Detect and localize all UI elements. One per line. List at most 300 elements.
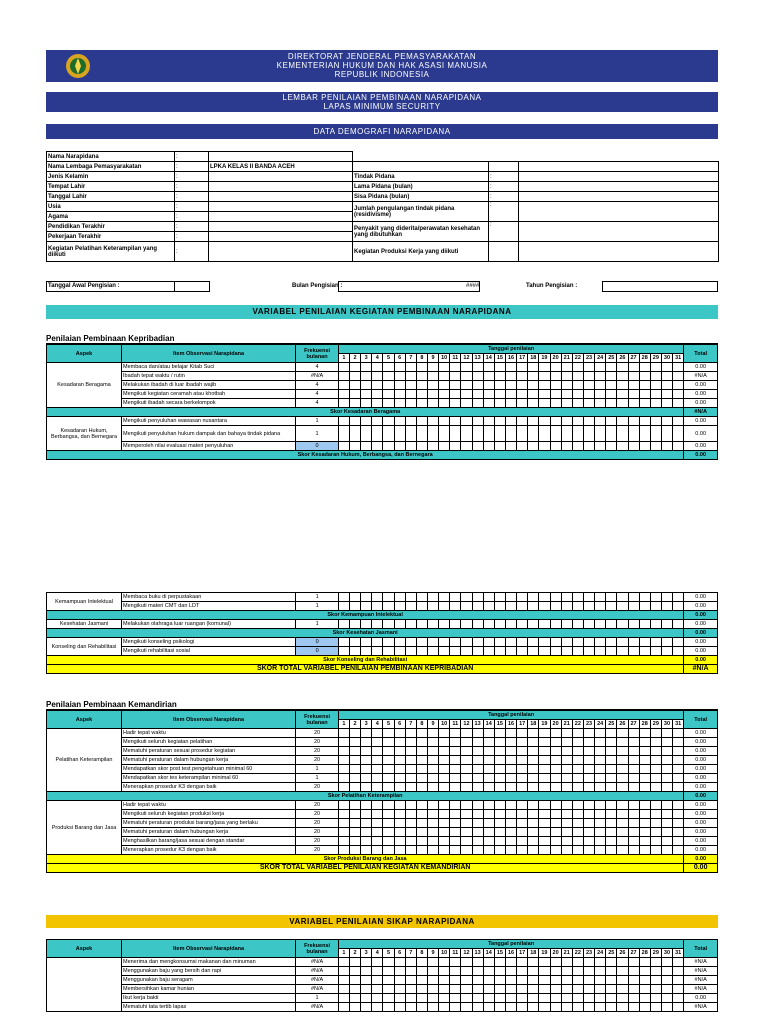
score-cell[interactable] — [673, 801, 684, 810]
score-cell[interactable] — [439, 620, 450, 629]
score-cell[interactable] — [405, 390, 416, 399]
score-cell[interactable] — [494, 985, 505, 994]
score-cell[interactable] — [595, 828, 606, 837]
score-cell[interactable] — [383, 967, 394, 976]
score-cell[interactable] — [361, 602, 372, 611]
score-cell[interactable] — [617, 593, 628, 602]
score-cell[interactable] — [561, 828, 572, 837]
score-cell[interactable] — [539, 819, 550, 828]
score-cell[interactable] — [505, 774, 516, 783]
score-cell[interactable] — [517, 442, 528, 451]
score-cell[interactable] — [483, 372, 494, 381]
score-cell[interactable] — [450, 426, 461, 442]
score-cell[interactable] — [350, 593, 361, 602]
score-cell[interactable] — [650, 801, 661, 810]
score-cell[interactable] — [517, 381, 528, 390]
score-cell[interactable] — [494, 381, 505, 390]
score-cell[interactable] — [550, 837, 561, 846]
score-cell[interactable] — [617, 647, 628, 656]
score-cell[interactable] — [461, 976, 472, 985]
score-cell[interactable] — [550, 426, 561, 442]
score-cell[interactable] — [595, 738, 606, 747]
score-cell[interactable] — [439, 593, 450, 602]
score-cell[interactable] — [416, 801, 427, 810]
score-cell[interactable] — [472, 846, 483, 855]
score-cell[interactable] — [628, 372, 639, 381]
score-cell[interactable] — [472, 819, 483, 828]
score-cell[interactable] — [539, 967, 550, 976]
score-cell[interactable] — [505, 442, 516, 451]
score-cell[interactable] — [439, 738, 450, 747]
score-cell[interactable] — [572, 846, 583, 855]
score-cell[interactable] — [572, 774, 583, 783]
score-cell[interactable] — [628, 783, 639, 792]
score-cell[interactable] — [673, 774, 684, 783]
score-cell[interactable] — [338, 828, 349, 837]
score-cell[interactable] — [450, 738, 461, 747]
score-cell[interactable] — [349, 967, 360, 976]
score-cell[interactable] — [439, 1003, 450, 1012]
score-cell[interactable] — [650, 747, 661, 756]
score-cell[interactable] — [517, 828, 528, 837]
score-cell[interactable] — [617, 976, 628, 985]
score-cell[interactable] — [539, 442, 550, 451]
score-cell[interactable] — [338, 774, 349, 783]
score-cell[interactable] — [383, 381, 394, 390]
score-cell[interactable] — [394, 729, 405, 738]
score-cell[interactable] — [595, 994, 606, 1003]
score-cell[interactable] — [427, 819, 438, 828]
score-cell[interactable] — [494, 828, 505, 837]
score-cell[interactable] — [494, 363, 505, 372]
score-cell[interactable] — [350, 647, 361, 656]
score-cell[interactable] — [494, 774, 505, 783]
score-cell[interactable] — [595, 381, 606, 390]
score-cell[interactable] — [461, 390, 472, 399]
score-cell[interactable] — [661, 372, 672, 381]
score-cell[interactable] — [617, 442, 628, 451]
score-cell[interactable] — [639, 976, 650, 985]
score-cell[interactable] — [628, 738, 639, 747]
score-cell[interactable] — [361, 837, 372, 846]
score-cell[interactable] — [673, 363, 684, 372]
score-cell[interactable] — [416, 602, 427, 611]
score-cell[interactable] — [650, 381, 661, 390]
score-cell[interactable] — [505, 747, 516, 756]
score-cell[interactable] — [517, 801, 528, 810]
score-cell[interactable] — [528, 967, 539, 976]
score-cell[interactable] — [505, 765, 516, 774]
score-cell[interactable] — [349, 417, 360, 426]
score-cell[interactable] — [427, 417, 438, 426]
score-cell[interactable] — [372, 837, 383, 846]
score-cell[interactable] — [572, 958, 583, 967]
score-cell[interactable] — [583, 747, 594, 756]
score-cell[interactable] — [650, 765, 661, 774]
score-cell[interactable] — [450, 1003, 461, 1012]
score-cell[interactable] — [539, 372, 550, 381]
score-cell[interactable] — [483, 958, 494, 967]
score-cell[interactable] — [639, 363, 650, 372]
score-cell[interactable] — [405, 602, 416, 611]
score-cell[interactable] — [394, 363, 405, 372]
score-cell[interactable] — [617, 756, 628, 765]
score-cell[interactable] — [338, 810, 349, 819]
score-cell[interactable] — [539, 620, 550, 629]
score-cell[interactable] — [372, 994, 383, 1003]
score-cell[interactable] — [405, 774, 416, 783]
score-cell[interactable] — [416, 399, 427, 408]
score-cell[interactable] — [539, 602, 550, 611]
score-cell[interactable] — [673, 417, 684, 426]
score-cell[interactable] — [606, 1003, 617, 1012]
score-cell[interactable] — [394, 372, 405, 381]
field-residivisme[interactable] — [519, 202, 719, 222]
score-cell[interactable] — [561, 819, 572, 828]
score-cell[interactable] — [416, 738, 427, 747]
score-cell[interactable] — [606, 783, 617, 792]
score-cell[interactable] — [439, 417, 450, 426]
score-cell[interactable] — [383, 442, 394, 451]
score-cell[interactable] — [550, 819, 561, 828]
score-cell[interactable] — [472, 738, 483, 747]
score-cell[interactable] — [617, 810, 628, 819]
score-cell[interactable] — [650, 390, 661, 399]
score-cell[interactable] — [583, 756, 594, 765]
score-cell[interactable] — [472, 638, 483, 647]
score-cell[interactable] — [472, 390, 483, 399]
score-cell[interactable] — [505, 976, 516, 985]
score-cell[interactable] — [628, 417, 639, 426]
score-cell[interactable] — [572, 765, 583, 774]
score-cell[interactable] — [650, 372, 661, 381]
score-cell[interactable] — [583, 846, 594, 855]
score-cell[interactable] — [650, 426, 661, 442]
score-cell[interactable] — [661, 390, 672, 399]
score-cell[interactable] — [506, 593, 517, 602]
score-cell[interactable] — [673, 647, 684, 656]
score-cell[interactable] — [427, 783, 438, 792]
score-cell[interactable] — [461, 846, 472, 855]
score-cell[interactable] — [550, 1003, 561, 1012]
score-cell[interactable] — [606, 602, 617, 611]
score-cell[interactable] — [561, 729, 572, 738]
score-cell[interactable] — [561, 846, 572, 855]
score-cell[interactable] — [416, 620, 427, 629]
score-cell[interactable] — [505, 363, 516, 372]
score-cell[interactable] — [606, 837, 617, 846]
score-cell[interactable] — [505, 372, 516, 381]
score-cell[interactable] — [595, 372, 606, 381]
score-cell[interactable] — [372, 846, 383, 855]
score-cell[interactable] — [450, 747, 461, 756]
score-cell[interactable] — [673, 390, 684, 399]
score-cell[interactable] — [528, 958, 539, 967]
score-cell[interactable] — [361, 729, 372, 738]
score-cell[interactable] — [472, 363, 483, 372]
score-cell[interactable] — [372, 819, 383, 828]
score-cell[interactable] — [673, 738, 684, 747]
score-cell[interactable] — [650, 846, 661, 855]
score-cell[interactable] — [617, 620, 628, 629]
field-jk[interactable] — [209, 172, 353, 182]
score-cell[interactable] — [572, 417, 583, 426]
score-cell[interactable] — [494, 747, 505, 756]
score-cell[interactable] — [650, 399, 661, 408]
score-cell[interactable] — [550, 593, 561, 602]
score-cell[interactable] — [639, 426, 650, 442]
score-cell[interactable] — [583, 363, 594, 372]
score-cell[interactable] — [472, 783, 483, 792]
score-cell[interactable] — [528, 837, 539, 846]
score-cell[interactable] — [338, 729, 349, 738]
score-cell[interactable] — [661, 801, 672, 810]
score-cell[interactable] — [472, 774, 483, 783]
score-cell[interactable] — [550, 801, 561, 810]
score-cell[interactable] — [628, 426, 639, 442]
score-cell[interactable] — [483, 756, 494, 765]
score-cell[interactable] — [416, 783, 427, 792]
score-cell[interactable] — [338, 747, 349, 756]
score-cell[interactable] — [505, 828, 516, 837]
score-cell[interactable] — [639, 783, 650, 792]
score-cell[interactable] — [439, 837, 450, 846]
score-cell[interactable] — [673, 620, 684, 629]
score-cell[interactable] — [572, 967, 583, 976]
score-cell[interactable] — [416, 1003, 427, 1012]
score-cell[interactable] — [517, 620, 528, 629]
score-cell[interactable] — [628, 620, 639, 629]
score-cell[interactable] — [595, 442, 606, 451]
score-cell[interactable] — [661, 819, 672, 828]
score-cell[interactable] — [483, 765, 494, 774]
score-cell[interactable] — [416, 846, 427, 855]
score-cell[interactable] — [528, 828, 539, 837]
score-cell[interactable] — [383, 819, 394, 828]
score-cell[interactable] — [394, 390, 405, 399]
score-cell[interactable] — [383, 765, 394, 774]
score-cell[interactable] — [338, 765, 349, 774]
score-cell[interactable] — [561, 756, 572, 765]
score-cell[interactable] — [661, 774, 672, 783]
score-cell[interactable] — [528, 738, 539, 747]
score-cell[interactable] — [606, 442, 617, 451]
score-cell[interactable] — [606, 994, 617, 1003]
score-cell[interactable] — [572, 381, 583, 390]
score-cell[interactable] — [472, 747, 483, 756]
score-cell[interactable] — [405, 994, 416, 1003]
score-cell[interactable] — [572, 638, 583, 647]
score-cell[interactable] — [372, 967, 383, 976]
score-cell[interactable] — [650, 837, 661, 846]
score-cell[interactable] — [583, 372, 594, 381]
score-cell[interactable] — [450, 602, 461, 611]
score-cell[interactable] — [427, 747, 438, 756]
score-cell[interactable] — [494, 620, 505, 629]
score-cell[interactable] — [483, 967, 494, 976]
score-cell[interactable] — [661, 976, 672, 985]
score-cell[interactable] — [361, 381, 372, 390]
score-cell[interactable] — [405, 819, 416, 828]
score-cell[interactable] — [494, 994, 505, 1003]
score-cell[interactable] — [606, 828, 617, 837]
score-cell[interactable] — [606, 846, 617, 855]
score-cell[interactable] — [472, 810, 483, 819]
score-cell[interactable] — [639, 417, 650, 426]
score-cell[interactable] — [405, 783, 416, 792]
score-cell[interactable] — [528, 593, 539, 602]
score-cell[interactable] — [505, 738, 516, 747]
score-cell[interactable] — [572, 620, 583, 629]
score-cell[interactable] — [650, 620, 661, 629]
score-cell[interactable] — [561, 765, 572, 774]
score-cell[interactable] — [405, 958, 416, 967]
score-cell[interactable] — [572, 390, 583, 399]
score-cell[interactable] — [338, 985, 349, 994]
score-cell[interactable] — [383, 390, 394, 399]
score-cell[interactable] — [628, 1003, 639, 1012]
score-cell[interactable] — [628, 363, 639, 372]
score-cell[interactable] — [349, 976, 360, 985]
score-cell[interactable] — [617, 765, 628, 774]
score-cell[interactable] — [561, 638, 572, 647]
score-cell[interactable] — [606, 593, 617, 602]
score-cell[interactable] — [528, 602, 539, 611]
score-cell[interactable] — [372, 985, 383, 994]
score-cell[interactable] — [416, 756, 427, 765]
score-cell[interactable] — [405, 846, 416, 855]
score-cell[interactable] — [617, 602, 628, 611]
score-cell[interactable] — [338, 783, 349, 792]
score-cell[interactable] — [372, 399, 383, 408]
score-cell[interactable] — [539, 647, 550, 656]
field-penyakit[interactable] — [519, 222, 719, 242]
score-cell[interactable] — [528, 765, 539, 774]
score-cell[interactable] — [361, 819, 372, 828]
score-cell[interactable] — [394, 593, 405, 602]
score-cell[interactable] — [338, 647, 349, 656]
score-cell[interactable] — [561, 994, 572, 1003]
score-cell[interactable] — [338, 756, 349, 765]
score-cell[interactable] — [650, 638, 661, 647]
score-cell[interactable] — [650, 810, 661, 819]
score-cell[interactable] — [539, 828, 550, 837]
score-cell[interactable] — [450, 381, 461, 390]
score-cell[interactable] — [416, 765, 427, 774]
score-cell[interactable] — [349, 837, 360, 846]
score-cell[interactable] — [628, 819, 639, 828]
score-cell[interactable] — [372, 765, 383, 774]
score-cell[interactable] — [606, 976, 617, 985]
score-cell[interactable] — [550, 747, 561, 756]
score-cell[interactable] — [517, 810, 528, 819]
score-cell[interactable] — [349, 399, 360, 408]
score-cell[interactable] — [472, 828, 483, 837]
score-cell[interactable] — [494, 801, 505, 810]
score-cell[interactable] — [439, 976, 450, 985]
score-cell[interactable] — [550, 994, 561, 1003]
score-cell[interactable] — [416, 729, 427, 738]
score-cell[interactable] — [428, 638, 439, 647]
score-cell[interactable] — [439, 363, 450, 372]
score-cell[interactable] — [561, 747, 572, 756]
score-cell[interactable] — [595, 602, 606, 611]
score-cell[interactable] — [550, 828, 561, 837]
score-cell[interactable] — [539, 593, 550, 602]
score-cell[interactable] — [372, 620, 383, 629]
score-cell[interactable] — [372, 417, 383, 426]
score-cell[interactable] — [550, 756, 561, 765]
score-cell[interactable] — [528, 638, 539, 647]
score-cell[interactable] — [483, 801, 494, 810]
score-cell[interactable] — [628, 774, 639, 783]
score-cell[interactable] — [673, 1003, 684, 1012]
score-cell[interactable] — [517, 1003, 528, 1012]
score-cell[interactable] — [539, 994, 550, 1003]
score-cell[interactable] — [639, 967, 650, 976]
score-cell[interactable] — [494, 958, 505, 967]
score-cell[interactable] — [661, 994, 672, 1003]
score-cell[interactable] — [461, 810, 472, 819]
score-cell[interactable] — [550, 846, 561, 855]
score-cell[interactable] — [561, 620, 572, 629]
score-cell[interactable] — [528, 399, 539, 408]
score-cell[interactable] — [383, 976, 394, 985]
score-cell[interactable] — [372, 976, 383, 985]
score-cell[interactable] — [639, 747, 650, 756]
score-cell[interactable] — [361, 647, 372, 656]
score-cell[interactable] — [617, 783, 628, 792]
score-cell[interactable] — [361, 967, 372, 976]
score-cell[interactable] — [383, 363, 394, 372]
score-cell[interactable] — [528, 381, 539, 390]
score-cell[interactable] — [494, 738, 505, 747]
score-cell[interactable] — [472, 1003, 483, 1012]
score-cell[interactable] — [661, 620, 672, 629]
score-cell[interactable] — [661, 810, 672, 819]
score-cell[interactable] — [539, 846, 550, 855]
score-cell[interactable] — [461, 985, 472, 994]
score-cell[interactable] — [673, 729, 684, 738]
score-cell[interactable] — [505, 837, 516, 846]
score-cell[interactable] — [517, 774, 528, 783]
score-cell[interactable] — [416, 810, 427, 819]
score-cell[interactable] — [361, 417, 372, 426]
score-cell[interactable] — [338, 593, 349, 602]
score-cell[interactable] — [606, 390, 617, 399]
score-cell[interactable] — [439, 994, 450, 1003]
score-cell[interactable] — [439, 828, 450, 837]
score-cell[interactable] — [673, 372, 684, 381]
score-cell[interactable] — [439, 390, 450, 399]
score-cell[interactable] — [572, 801, 583, 810]
score-cell[interactable] — [583, 828, 594, 837]
score-cell[interactable] — [639, 837, 650, 846]
score-cell[interactable] — [461, 602, 472, 611]
score-cell[interactable] — [416, 593, 427, 602]
score-cell[interactable] — [483, 976, 494, 985]
score-cell[interactable] — [661, 426, 672, 442]
score-cell[interactable] — [639, 638, 650, 647]
score-cell[interactable] — [372, 828, 383, 837]
score-cell[interactable] — [383, 828, 394, 837]
score-cell[interactable] — [505, 783, 516, 792]
score-cell[interactable] — [673, 976, 684, 985]
score-cell[interactable] — [450, 819, 461, 828]
score-cell[interactable] — [539, 783, 550, 792]
score-cell[interactable] — [349, 810, 360, 819]
score-cell[interactable] — [561, 417, 572, 426]
